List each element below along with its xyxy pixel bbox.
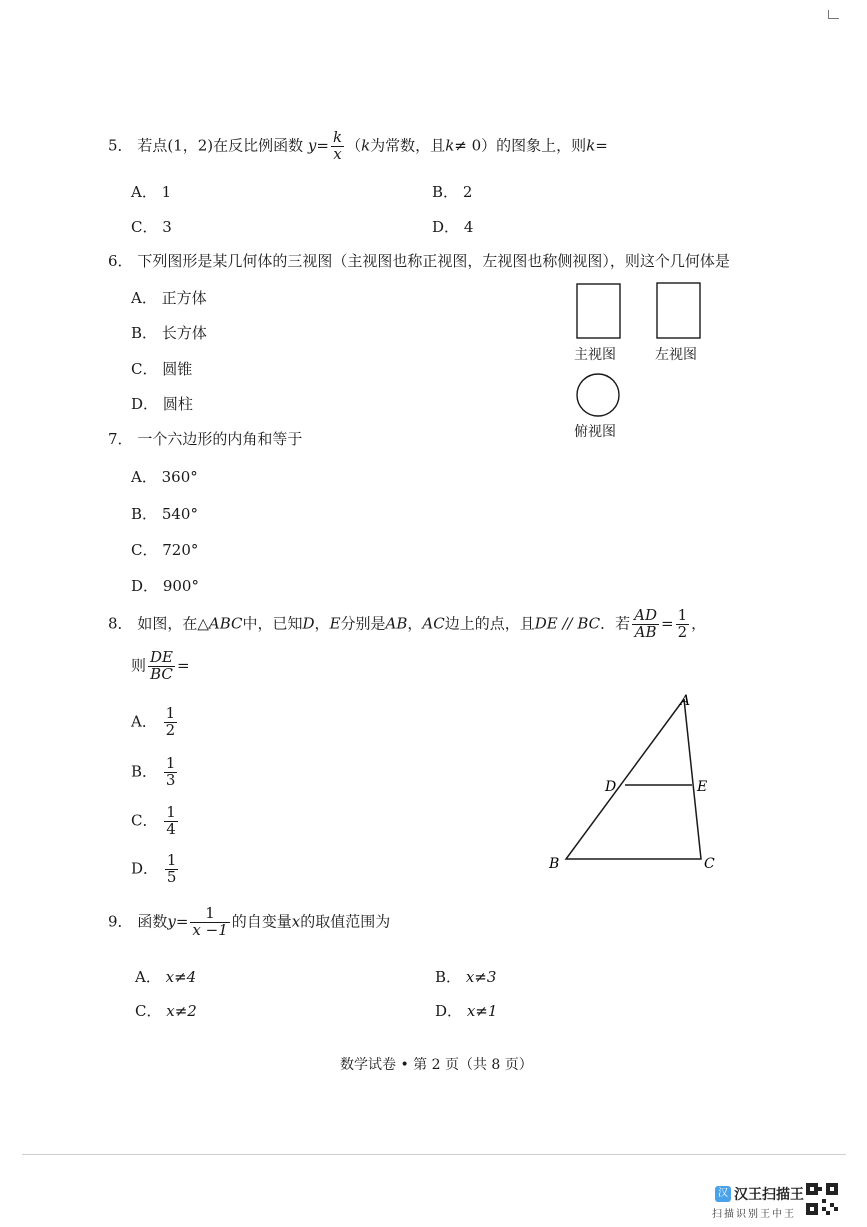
option-letter: A． — [131, 468, 157, 486]
option-fraction — [164, 706, 178, 739]
front-view-rect — [577, 284, 620, 338]
option-letter: C． — [131, 218, 158, 236]
q5-var-y: y — [307, 136, 317, 155]
question-number: 5． — [108, 136, 133, 155]
q8-option-c[interactable] — [131, 805, 180, 838]
option-letter: B． — [131, 505, 158, 523]
scanner-brand-name: 汉王扫描王 — [734, 1187, 804, 1203]
option-fraction — [165, 853, 179, 886]
option-letter: B． — [131, 324, 158, 342]
point-label-e: E — [697, 779, 708, 795]
q5-text-mid: 为常数，且 — [370, 136, 446, 155]
q6-option-d[interactable] — [131, 393, 193, 414]
option-text: x≠2 — [166, 1002, 197, 1020]
q8-text-4: 分别是 — [340, 614, 386, 633]
option-text: 900° — [162, 577, 199, 595]
q7-text: 一个六边形的内角和等于 — [137, 430, 303, 448]
q8-segment-ac: AC — [422, 614, 445, 633]
q9-var-y: y — [167, 912, 176, 931]
option-letter: D． — [435, 1002, 463, 1020]
q8-option-b[interactable] — [131, 756, 179, 789]
q5-var-k1: k — [361, 136, 371, 155]
option-text: 正方体 — [161, 289, 207, 307]
q8-question-line-2 — [131, 650, 190, 683]
q9-equals: = — [175, 912, 189, 931]
q6-option-c[interactable] — [131, 358, 192, 379]
q8-segment-ab: AB — [385, 614, 408, 633]
option-text: x≠4 — [165, 968, 197, 986]
q8-text-2: 中，已知 — [242, 614, 303, 633]
frac-den: 2 — [165, 720, 176, 739]
question-9-stem — [108, 906, 390, 939]
frac-num: 1 — [677, 606, 688, 624]
bottom-divider — [22, 1154, 846, 1155]
option-letter: A． — [131, 289, 157, 307]
option-letter: A． — [135, 968, 161, 986]
top-view-circle — [577, 374, 619, 416]
question-7-stem — [108, 428, 302, 449]
option-letter: D． — [131, 395, 159, 413]
left-view-rect — [657, 283, 700, 338]
option-fraction — [164, 756, 178, 789]
frac-num: 1 — [165, 704, 176, 722]
option-text: 2 — [462, 183, 473, 201]
q5-frac-num: k — [332, 128, 343, 146]
q8-text-6: 边上的点，且 — [444, 614, 535, 633]
point-label-d: D — [605, 779, 617, 795]
q8-ratio-half — [676, 608, 690, 641]
scanner-logo-icon: 汉 — [715, 1186, 731, 1202]
option-letter: A． — [131, 712, 157, 731]
page-corner-mark — [828, 10, 839, 19]
q5-option-c[interactable] — [131, 216, 172, 237]
top-view-label: 俯视图 — [574, 424, 616, 440]
option-letter: D． — [432, 218, 460, 236]
q8-text-1: 如图，在△ — [137, 614, 209, 633]
q6-text: 下列图形是某几何体的三视图（主视图也称正视图，左视图也称侧视图），则这个几何体是 — [137, 252, 730, 270]
frac-den: 3 — [165, 770, 176, 789]
question-number: 6． — [108, 252, 133, 270]
question-5-stem — [108, 130, 608, 163]
frac-num: 1 — [165, 754, 176, 772]
frac-den: 4 — [166, 819, 176, 838]
q9-option-a[interactable] — [135, 966, 196, 987]
q8-text-7: ．若 — [600, 614, 631, 633]
q9-fraction — [190, 906, 229, 939]
q8-parallel-statement: DE // BC — [534, 614, 601, 633]
frac-den: BC — [150, 664, 173, 683]
option-letter: C． — [131, 811, 158, 830]
qr-code-icon — [806, 1183, 838, 1215]
scanner-slogan: 扫描识别王中王 — [712, 1209, 796, 1220]
option-letter: B． — [432, 183, 459, 201]
q6-option-a[interactable] — [131, 287, 207, 308]
question-number: 8． — [108, 614, 133, 633]
q5-neq-zero: ≠ 0 — [454, 136, 482, 155]
vertex-label-a: A — [680, 693, 691, 709]
frac-num: AD — [634, 606, 658, 624]
frac-num: 1 — [166, 851, 177, 869]
q8-point-d: D — [302, 614, 315, 633]
question-6-stem — [108, 250, 730, 271]
frac-num: DE — [150, 648, 173, 666]
q7-option-d[interactable] — [131, 575, 199, 596]
question-8-stem — [108, 608, 706, 641]
q7-option-a[interactable] — [131, 466, 198, 487]
frac-den: 5 — [166, 867, 177, 886]
option-text: 长方体 — [161, 324, 207, 342]
option-text: 1 — [161, 183, 172, 201]
q5-text-pre: 若点(1，2)在反比例函数 — [137, 136, 304, 155]
q9-text-post: 的自变量 — [231, 912, 292, 931]
q8-text-8: ， — [691, 614, 707, 633]
frac-den: 2 — [677, 622, 688, 641]
q5-text-post: ）的图象上，则 — [481, 136, 587, 155]
q8-text-5: ， — [407, 614, 423, 633]
q8-equals-2: = — [177, 656, 190, 675]
option-letter: D． — [131, 859, 159, 878]
q5-equals: = — [316, 136, 329, 155]
option-text: x≠3 — [465, 968, 497, 986]
option-letter: A． — [131, 183, 157, 201]
q8-text-3: ， — [314, 614, 330, 633]
q9-option-b[interactable] — [435, 966, 496, 987]
option-fraction — [164, 805, 178, 838]
option-letter: B． — [435, 968, 462, 986]
q5-option-a[interactable] — [131, 181, 171, 202]
q8-triangle-abc: ABC — [208, 614, 243, 633]
q5-frac-den: x — [333, 144, 342, 163]
left-view-label: 左视图 — [655, 347, 697, 363]
q5-option-d[interactable] — [432, 216, 473, 237]
option-text: 圆柱 — [162, 395, 193, 413]
q8-ratio-de-bc — [148, 650, 175, 683]
vertex-label-c: C — [704, 856, 715, 872]
question-number: 7． — [108, 430, 133, 448]
q5-option-b[interactable] — [432, 181, 472, 202]
vertex-label-b: B — [549, 856, 560, 872]
page-footer: 数学试卷 • 第 2 页（共 8 页） — [340, 1057, 533, 1073]
option-letter: B． — [131, 762, 158, 781]
option-text: 3 — [162, 218, 172, 236]
option-text: x≠1 — [466, 1002, 498, 1020]
q8-option-d[interactable] — [131, 853, 180, 886]
q8-option-a[interactable] — [131, 706, 179, 739]
option-text: 圆锥 — [162, 360, 193, 378]
option-letter: C． — [131, 360, 158, 378]
frac-num: 1 — [190, 906, 229, 923]
question-number: 9． — [108, 912, 133, 931]
q7-option-b[interactable] — [131, 503, 198, 524]
q8-then: 则 — [131, 656, 147, 675]
front-view-label: 主视图 — [574, 347, 616, 363]
q6-option-b[interactable] — [131, 322, 207, 343]
option-text: 360° — [161, 468, 198, 486]
option-text: 4 — [463, 218, 474, 236]
q9-option-d[interactable] — [435, 1000, 497, 1021]
q9-var-x: x — [291, 912, 301, 931]
q5-var-k2: k — [445, 136, 455, 155]
frac-den: AB — [634, 622, 657, 641]
option-letter: C． — [131, 541, 158, 559]
q9-text-pre: 函数 — [137, 912, 168, 931]
q7-option-c[interactable] — [131, 539, 198, 560]
q8-point-e: E — [329, 614, 341, 633]
option-letter: C． — [135, 1002, 162, 1020]
q5-var-k3: k — [586, 136, 596, 155]
q5-paren: （ — [346, 136, 362, 155]
option-letter: D． — [131, 577, 159, 595]
q9-text-post2: 的取值范围为 — [300, 912, 391, 931]
option-text: 720° — [162, 541, 199, 559]
frac-den: x −1 — [192, 920, 228, 939]
option-text: 540° — [161, 505, 198, 523]
q8-equals: = — [661, 614, 674, 633]
frac-num: 1 — [166, 803, 176, 821]
q8-ratio-ad-ab — [632, 608, 659, 641]
triangle-figure — [540, 685, 730, 880]
triangle-abc-lines — [566, 699, 701, 859]
q9-option-c[interactable] — [135, 1000, 197, 1021]
q5-text-end: = — [595, 136, 608, 155]
q5-fraction — [331, 130, 344, 163]
